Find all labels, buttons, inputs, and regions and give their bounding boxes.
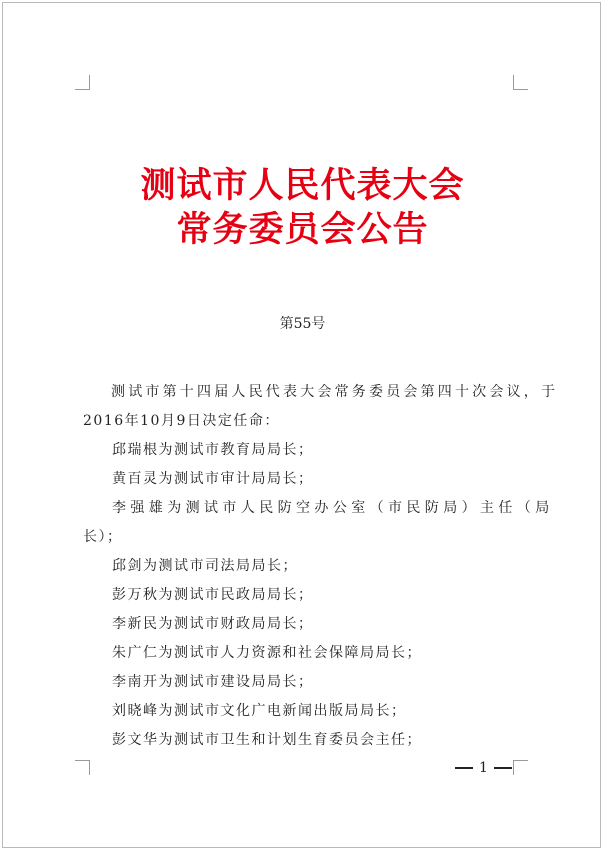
document-title-line2: 常务委员会公告: [176, 209, 429, 250]
document-number: 第55号: [279, 316, 326, 332]
appointment-item: 彭文华为测试市卫生和计划生育委员会主任；: [112, 732, 422, 748]
page-number-dash-right: [494, 767, 512, 769]
appointment-item: 李强雄为测试市人民防空办公室（市民防局）主任（局: [112, 500, 554, 516]
intro-line-2: 2016年10月9日决定任命：: [83, 413, 280, 429]
appointment-item: 邱瑞根为测试市教育局局长；: [112, 442, 314, 458]
appointment-item: 黄百灵为测试市审计局局长；: [112, 471, 314, 487]
appointment-item: 李新民为测试市财政局局长；: [112, 616, 314, 632]
appointment-item: 邱剑为测试市司法局局长；: [112, 558, 298, 574]
appointment-item-continuation: 长）；: [83, 529, 123, 545]
crop-mark-top-left: [75, 75, 90, 90]
appointment-item: 李南开为测试市建设局局长；: [112, 674, 314, 690]
page-number-footer: [455, 758, 512, 778]
page-number-dash-left: [455, 767, 473, 769]
page-number: 1: [479, 760, 488, 776]
appointment-item: 朱广仁为测试市人力资源和社会保障局局长；: [112, 645, 422, 661]
appointment-item: 彭万秋为测试市民政局局长；: [112, 587, 314, 603]
crop-mark-top-right: [513, 75, 528, 90]
crop-mark-bottom-right: [513, 760, 528, 775]
crop-mark-bottom-left: [75, 760, 90, 775]
intro-line-1: 测试市第十四届人民代表大会常务委员会第四十次会议，于: [111, 384, 559, 400]
document-title-line1: 测试市人民代表大会: [140, 165, 465, 206]
document-body: [83, 378, 559, 755]
appointment-item: 刘晓峰为测试市文化广电新闻出版局局长；: [112, 703, 407, 719]
